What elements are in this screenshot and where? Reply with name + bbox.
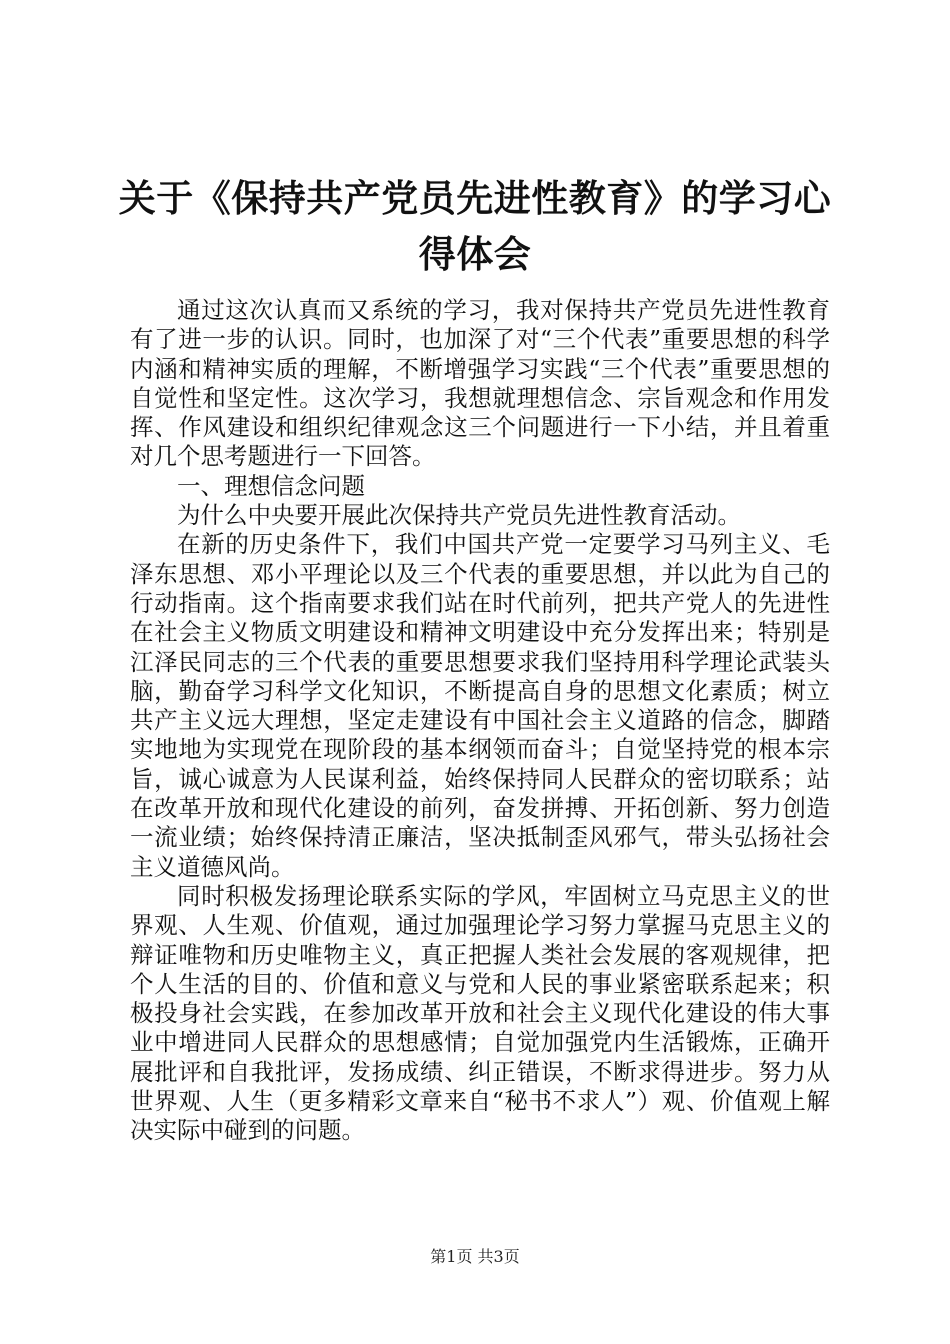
paragraph-answer: 在新的历史条件下，我们中国共产党一定要学习马列主义、毛泽东思想、邓小平理论以及三个代表的重要思想，并以此为自己的行动指南。这个指南要求我们站在时代前列，把共产党人的先进性在社会主义物质文明建设和精神文明建设中充分发挥出来；特别是江泽民同志的三个代表的重要思想要求我们坚持用科学理论武装头脑，勤奋学习科学文化知识，不断提高自身的思想文化素质；树立共产主义远大理想，坚定走建设有中国社会主义道路的信念，脚踏实地地为实现党在现阶段的基本纲领而奋斗；自觉坚持党的根本宗旨，诚心诚意为人民谋利益，始终保持同人民群众的密切联系；站在改革开放和现代化建设的前列，奋发拼搏、开拓创新、努力创造一流业绩；始终保持清正廉洁，坚决抵制歪风邪气，带头弘扬社会主义道德风尚。 xyxy=(130,530,830,881)
section-heading: 一、理想信念问题 xyxy=(177,471,365,500)
page-footer: 第1页 共3页 xyxy=(430,1247,520,1266)
document-body xyxy=(130,296,830,1146)
document-title: 关于《保持共产党员先进性教育》的学习心得体会 xyxy=(118,176,832,276)
paragraph-continuation: 同时积极发扬理论联系实际的学风，牢固树立马克思主义的世界观、人生观、价值观，通过加强理论学习努力掌握马克思主义的辩证唯物和历史唯物主义，真正把握人类社会发展的客观规律，把个人生活的目的、价值和意义与党和人民的事业紧密联系起来；积极投身社会实践，在参加改革开放和社会主义现代化建设的伟大事业中增进同人民群众的思想感情；自觉加强党内生活锻炼，正确开展批评和自我批评，发扬成绩、纠正错误，不断求得进步。努力从世界观、人生（更多精彩文章来自“秘书不求人”）观、价值观上解决实际中碰到的问题。 xyxy=(130,881,830,1145)
paragraph-intro: 通过这次认真而又系统的学习，我对保持共产党员先进性教育有了进一步的认识。同时，也加深了对“三个代表”重要思想的科学内涵和精神实质的理解，不断增强学习实践“三个代表”重要思想的自觉性和坚定性。这次学习，我想就理想信念、宗旨观念和作用发挥、作风建设和组织纪律观念这三个问题进行一下小结，并且着重对几个思考题进行一下回答。 xyxy=(130,296,830,471)
paragraph-question: 为什么中央要开展此次保持共产党员先进性教育活动。 xyxy=(177,501,741,530)
